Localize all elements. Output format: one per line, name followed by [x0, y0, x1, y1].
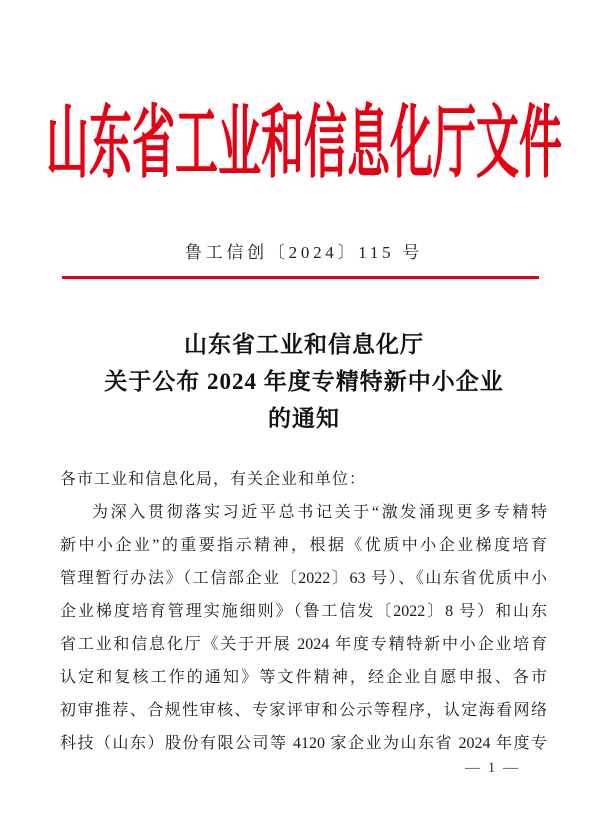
body-line: 认定和复核工作的通知》等文件精神，经企业自愿申报、各市 [60, 669, 547, 686]
notice-title-line-3: 的通知 [268, 406, 340, 431]
body-line: 科技（山东）股份有限公司等 4120 家企业为山东省 2024 年度专 [60, 735, 547, 752]
body-line: 初审推荐、合规性审核、专家评审和公示等程序，认定海看网络 [60, 702, 547, 719]
agency-masthead: 山东省工业和信息化厅文件 [46, 101, 562, 189]
notice-title [0, 326, 608, 437]
body-line: 新中小企业”的重要指示精神，根据《优质中小企业梯度培育 [60, 537, 547, 554]
body-line: 为深入贯彻落实习近平总书记关于“激发涌现更多专精特 [92, 504, 547, 521]
body-line: 企业梯度培育管理实施细则》（鲁工信发〔2022〕8 号）和山东 [60, 603, 547, 620]
body-line: 管理暂行办法》（工信部企业〔2022〕63 号）、《山东省优质中小 [60, 570, 547, 587]
notice-title-line-1: 山东省工业和信息化厅 [184, 332, 424, 357]
salutation-line: 各市工业和信息化局，有关企业和单位： [60, 471, 367, 488]
red-divider-line [62, 276, 539, 279]
page-number: — 1 — [465, 760, 520, 776]
body-line: 省工业和信息化厅《关于开展 2024 年度专精特新中小企业培育 [60, 636, 547, 653]
document-number: 鲁工信创〔2024〕115 号 [184, 243, 424, 262]
notice-title-line-2: 关于公布 2024 年度专精特新中小企业 [104, 369, 504, 394]
document-body [60, 463, 547, 760]
